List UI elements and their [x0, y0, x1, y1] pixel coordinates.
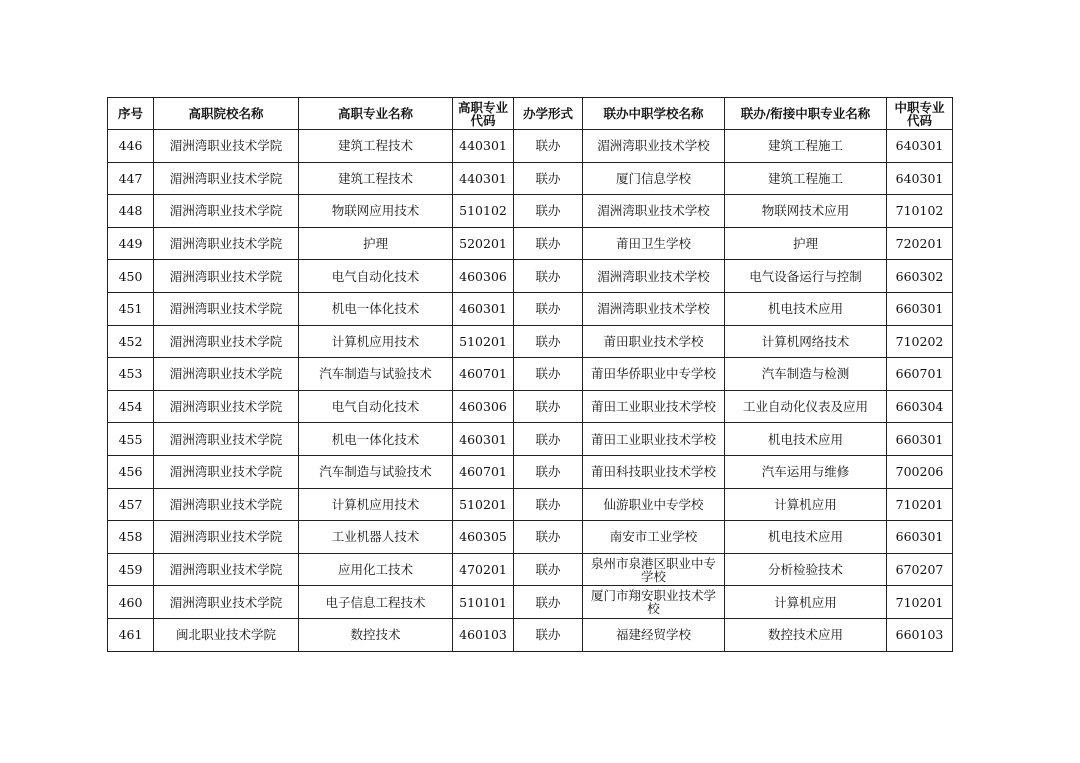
- cell-major-code: 510101: [453, 586, 514, 619]
- table-row: [108, 325, 953, 358]
- table-row: [108, 455, 953, 488]
- cell-major-code: 460305: [453, 521, 514, 554]
- cell-major-code: 440301: [453, 130, 514, 163]
- cell-partner-school: 莆田工业职业技术学校: [583, 423, 725, 456]
- cell-partner-major: 汽车制造与检测: [725, 358, 887, 391]
- header-partner-major: 联办/衔接中职专业名称: [725, 98, 887, 130]
- table-row: [108, 227, 953, 260]
- cell-major-name: 数控技术: [299, 618, 453, 651]
- cell-major-name: 汽车制造与试验技术: [299, 358, 453, 391]
- cell-major-code: 520201: [453, 227, 514, 260]
- table-row: [108, 292, 953, 325]
- cell-major-code: 510201: [453, 325, 514, 358]
- cell-partner-school: 莆田卫生学校: [583, 227, 725, 260]
- cell-partner-school: 湄洲湾职业技术学校: [583, 195, 725, 228]
- cell-partner-school: 莆田工业职业技术学校: [583, 390, 725, 423]
- cell-major-name: 建筑工程技术: [299, 130, 453, 163]
- cell-mode: 联办: [514, 358, 583, 391]
- header-partner-school: 联办中职学校名称: [583, 98, 725, 130]
- cell-index: 454: [108, 390, 154, 423]
- cell-index: 446: [108, 130, 154, 163]
- table-row: [108, 553, 953, 586]
- table-row: [108, 488, 953, 521]
- cell-index: 456: [108, 455, 154, 488]
- cell-mode: 联办: [514, 227, 583, 260]
- cell-partner-school: 仙游职业中专学校: [583, 488, 725, 521]
- cell-partner-major: 机电技术应用: [725, 423, 887, 456]
- table-row: [108, 423, 953, 456]
- cell-partner-code: 670207: [887, 553, 953, 586]
- cell-major-code: 470201: [453, 553, 514, 586]
- cell-major-name: 计算机应用技术: [299, 488, 453, 521]
- table-row: [108, 390, 953, 423]
- table-row: [108, 130, 953, 163]
- cell-mode: 联办: [514, 292, 583, 325]
- cell-college-name: 湄洲湾职业技术学院: [154, 423, 299, 456]
- table-body: [108, 130, 953, 652]
- header-college-name: 高职院校名称: [154, 98, 299, 130]
- cell-partner-major: 分析检验技术: [725, 553, 887, 586]
- cell-index: 459: [108, 553, 154, 586]
- cell-major-name: 护理: [299, 227, 453, 260]
- cell-partner-code: 710102: [887, 195, 953, 228]
- cell-college-name: 湄洲湾职业技术学院: [154, 553, 299, 586]
- cell-partner-major: 护理: [725, 227, 887, 260]
- cell-major-name: 机电一体化技术: [299, 292, 453, 325]
- cell-index: 455: [108, 423, 154, 456]
- cell-mode: 联办: [514, 423, 583, 456]
- cell-major-name: 机电一体化技术: [299, 423, 453, 456]
- cell-major-code: 460701: [453, 358, 514, 391]
- header-index: 序号: [108, 98, 154, 130]
- cell-partner-school: 湄洲湾职业技术学校: [583, 260, 725, 293]
- cell-partner-school: 湄洲湾职业技术学校: [583, 292, 725, 325]
- cell-major-name: 工业机器人技术: [299, 521, 453, 554]
- cell-index: 451: [108, 292, 154, 325]
- cell-partner-code: 710201: [887, 488, 953, 521]
- cell-college-name: 湄洲湾职业技术学院: [154, 586, 299, 619]
- cell-college-name: 湄洲湾职业技术学院: [154, 162, 299, 195]
- enrollment-table: [107, 97, 953, 652]
- cell-major-name: 应用化工技术: [299, 553, 453, 586]
- cell-partner-code: 660701: [887, 358, 953, 391]
- cell-partner-school: 泉州市泉港区职业中专学校: [583, 553, 725, 586]
- cell-mode: 联办: [514, 586, 583, 619]
- cell-mode: 联办: [514, 162, 583, 195]
- cell-partner-major: 电气设备运行与控制: [725, 260, 887, 293]
- cell-major-code: 510201: [453, 488, 514, 521]
- cell-mode: 联办: [514, 553, 583, 586]
- cell-partner-code: 710202: [887, 325, 953, 358]
- cell-partner-school: 厦门信息学校: [583, 162, 725, 195]
- cell-partner-major: 建筑工程施工: [725, 162, 887, 195]
- table-row: [108, 162, 953, 195]
- cell-college-name: 湄洲湾职业技术学院: [154, 488, 299, 521]
- header-row: [108, 98, 953, 130]
- cell-mode: 联办: [514, 521, 583, 554]
- cell-major-name: 建筑工程技术: [299, 162, 453, 195]
- cell-major-name: 电气自动化技术: [299, 260, 453, 293]
- cell-partner-code: 640301: [887, 130, 953, 163]
- table-row: [108, 521, 953, 554]
- cell-college-name: 湄洲湾职业技术学院: [154, 195, 299, 228]
- cell-index: 447: [108, 162, 154, 195]
- cell-partner-school: 莆田华侨职业中专学校: [583, 358, 725, 391]
- cell-partner-code: 640301: [887, 162, 953, 195]
- cell-mode: 联办: [514, 260, 583, 293]
- cell-major-code: 460103: [453, 618, 514, 651]
- cell-major-code: 460301: [453, 423, 514, 456]
- cell-major-code: 460306: [453, 390, 514, 423]
- cell-partner-major: 汽车运用与维修: [725, 455, 887, 488]
- cell-college-name: 湄洲湾职业技术学院: [154, 260, 299, 293]
- header-major-name: 高职专业名称: [299, 98, 453, 130]
- cell-mode: 联办: [514, 195, 583, 228]
- cell-index: 452: [108, 325, 154, 358]
- cell-college-name: 湄洲湾职业技术学院: [154, 390, 299, 423]
- cell-major-code: 460301: [453, 292, 514, 325]
- cell-partner-code: 660103: [887, 618, 953, 651]
- cell-partner-code: 660301: [887, 521, 953, 554]
- cell-partner-code: 700206: [887, 455, 953, 488]
- cell-partner-code: 660301: [887, 423, 953, 456]
- cell-partner-school: 湄洲湾职业技术学校: [583, 130, 725, 163]
- cell-major-name: 汽车制造与试验技术: [299, 455, 453, 488]
- cell-partner-school: 福建经贸学校: [583, 618, 725, 651]
- table-row: [108, 618, 953, 651]
- table-row: [108, 195, 953, 228]
- cell-mode: 联办: [514, 488, 583, 521]
- cell-index: 458: [108, 521, 154, 554]
- cell-index: 460: [108, 586, 154, 619]
- cell-major-name: 电气自动化技术: [299, 390, 453, 423]
- cell-partner-code: 660301: [887, 292, 953, 325]
- cell-index: 453: [108, 358, 154, 391]
- cell-college-name: 湄洲湾职业技术学院: [154, 358, 299, 391]
- cell-partner-code: 660304: [887, 390, 953, 423]
- cell-mode: 联办: [514, 325, 583, 358]
- cell-mode: 联办: [514, 390, 583, 423]
- cell-major-name: 电子信息工程技术: [299, 586, 453, 619]
- cell-partner-school: 南安市工业学校: [583, 521, 725, 554]
- cell-college-name: 湄洲湾职业技术学院: [154, 455, 299, 488]
- cell-index: 449: [108, 227, 154, 260]
- cell-partner-major: 建筑工程施工: [725, 130, 887, 163]
- table-row: [108, 260, 953, 293]
- cell-partner-major: 计算机应用: [725, 488, 887, 521]
- header-mode: 办学形式: [514, 98, 583, 130]
- header-partner-code: 中职专业代码: [887, 98, 953, 130]
- cell-partner-major: 数控技术应用: [725, 618, 887, 651]
- cell-college-name: 湄洲湾职业技术学院: [154, 227, 299, 260]
- cell-partner-major: 计算机应用: [725, 586, 887, 619]
- cell-partner-code: 720201: [887, 227, 953, 260]
- cell-major-code: 510102: [453, 195, 514, 228]
- cell-major-code: 460701: [453, 455, 514, 488]
- cell-mode: 联办: [514, 130, 583, 163]
- cell-college-name: 闽北职业技术学院: [154, 618, 299, 651]
- cell-partner-school: 厦门市翔安职业技术学校: [583, 586, 725, 619]
- cell-partner-major: 计算机网络技术: [725, 325, 887, 358]
- table-row: [108, 358, 953, 391]
- cell-index: 457: [108, 488, 154, 521]
- cell-college-name: 湄洲湾职业技术学院: [154, 292, 299, 325]
- cell-major-name: 计算机应用技术: [299, 325, 453, 358]
- cell-partner-code: 660302: [887, 260, 953, 293]
- cell-index: 448: [108, 195, 154, 228]
- cell-partner-school: 莆田职业技术学校: [583, 325, 725, 358]
- cell-index: 461: [108, 618, 154, 651]
- cell-partner-school: 莆田科技职业技术学校: [583, 455, 725, 488]
- cell-college-name: 湄洲湾职业技术学院: [154, 325, 299, 358]
- cell-college-name: 湄洲湾职业技术学院: [154, 130, 299, 163]
- cell-partner-code: 710201: [887, 586, 953, 619]
- cell-mode: 联办: [514, 618, 583, 651]
- table-row: [108, 586, 953, 619]
- cell-partner-major: 机电技术应用: [725, 521, 887, 554]
- cell-partner-major: 物联网技术应用: [725, 195, 887, 228]
- header-major-code: 高职专业代码: [453, 98, 514, 130]
- cell-major-code: 440301: [453, 162, 514, 195]
- cell-major-code: 460306: [453, 260, 514, 293]
- cell-major-name: 物联网应用技术: [299, 195, 453, 228]
- cell-partner-major: 工业自动化仪表及应用: [725, 390, 887, 423]
- cell-college-name: 湄洲湾职业技术学院: [154, 521, 299, 554]
- cell-index: 450: [108, 260, 154, 293]
- cell-mode: 联办: [514, 455, 583, 488]
- cell-partner-major: 机电技术应用: [725, 292, 887, 325]
